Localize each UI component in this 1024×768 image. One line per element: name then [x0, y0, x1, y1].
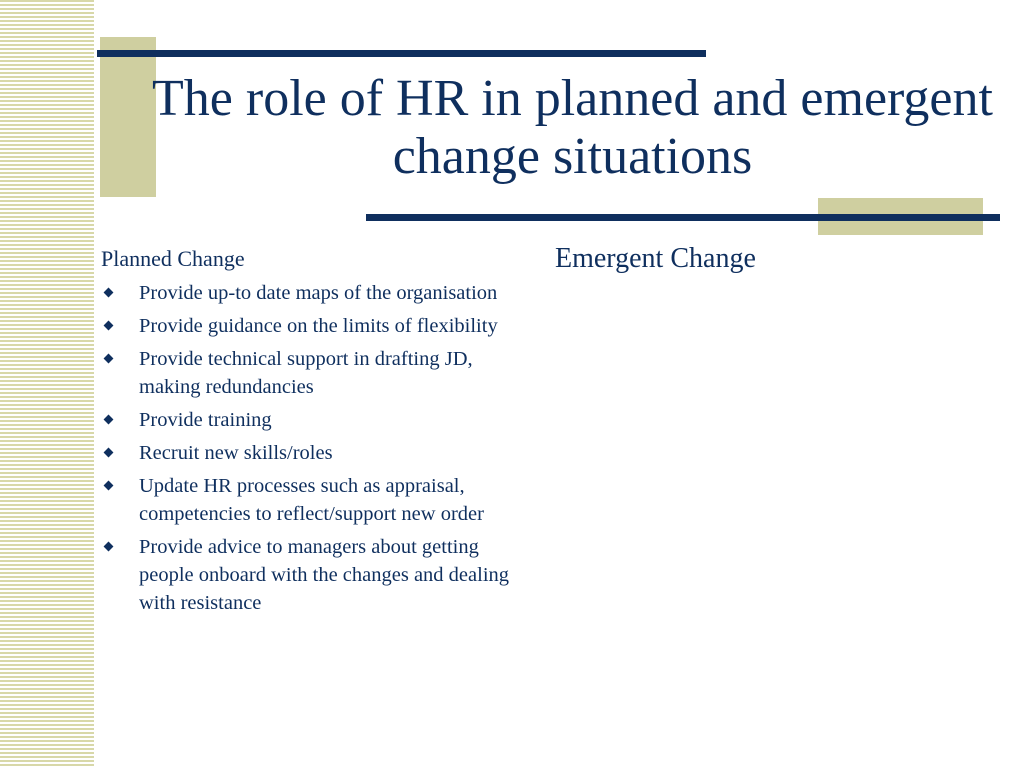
planned-change-heading: Planned Change	[101, 246, 245, 271]
list-item	[101, 345, 526, 401]
list-item	[101, 439, 526, 467]
diamond-bullet-icon	[104, 354, 114, 364]
list-item-text: Provide advice to managers about getting people onboard with the changes and dealing with resistance	[139, 536, 510, 614]
emergent-change-heading: Emergent Change	[555, 243, 756, 274]
diamond-bullet-icon	[104, 448, 114, 458]
list-item	[101, 312, 526, 340]
accent-block-top	[100, 37, 156, 197]
list-item-text: Update HR processes such as appraisal, competencies to reflect/support new order	[139, 475, 484, 525]
diamond-bullet-icon	[104, 542, 114, 552]
planned-change-list	[101, 279, 526, 617]
list-item	[101, 406, 526, 434]
list-item-text: Recruit new skills/roles	[139, 442, 333, 464]
diamond-bullet-icon	[104, 481, 114, 491]
title-rule-bottom	[366, 214, 1000, 221]
planned-change-column	[101, 244, 526, 622]
decorative-stripes	[0, 0, 94, 768]
list-item-text: Provide training	[139, 409, 272, 431]
diamond-bullet-icon	[104, 321, 114, 331]
list-item-text: Provide technical support in drafting JD, making redundancies	[139, 348, 473, 398]
slide-title: The role of HR in planned and emergent change situations	[152, 70, 993, 185]
list-item	[101, 472, 526, 528]
list-item	[101, 279, 526, 307]
list-item	[101, 533, 526, 617]
list-item-text: Provide guidance on the limits of flexibility	[139, 315, 498, 337]
title-rule-top	[97, 50, 706, 57]
diamond-bullet-icon	[104, 415, 114, 425]
emergent-change-column	[555, 242, 995, 276]
diamond-bullet-icon	[104, 288, 114, 298]
list-item-text: Provide up-to date maps of the organisation	[139, 282, 498, 304]
